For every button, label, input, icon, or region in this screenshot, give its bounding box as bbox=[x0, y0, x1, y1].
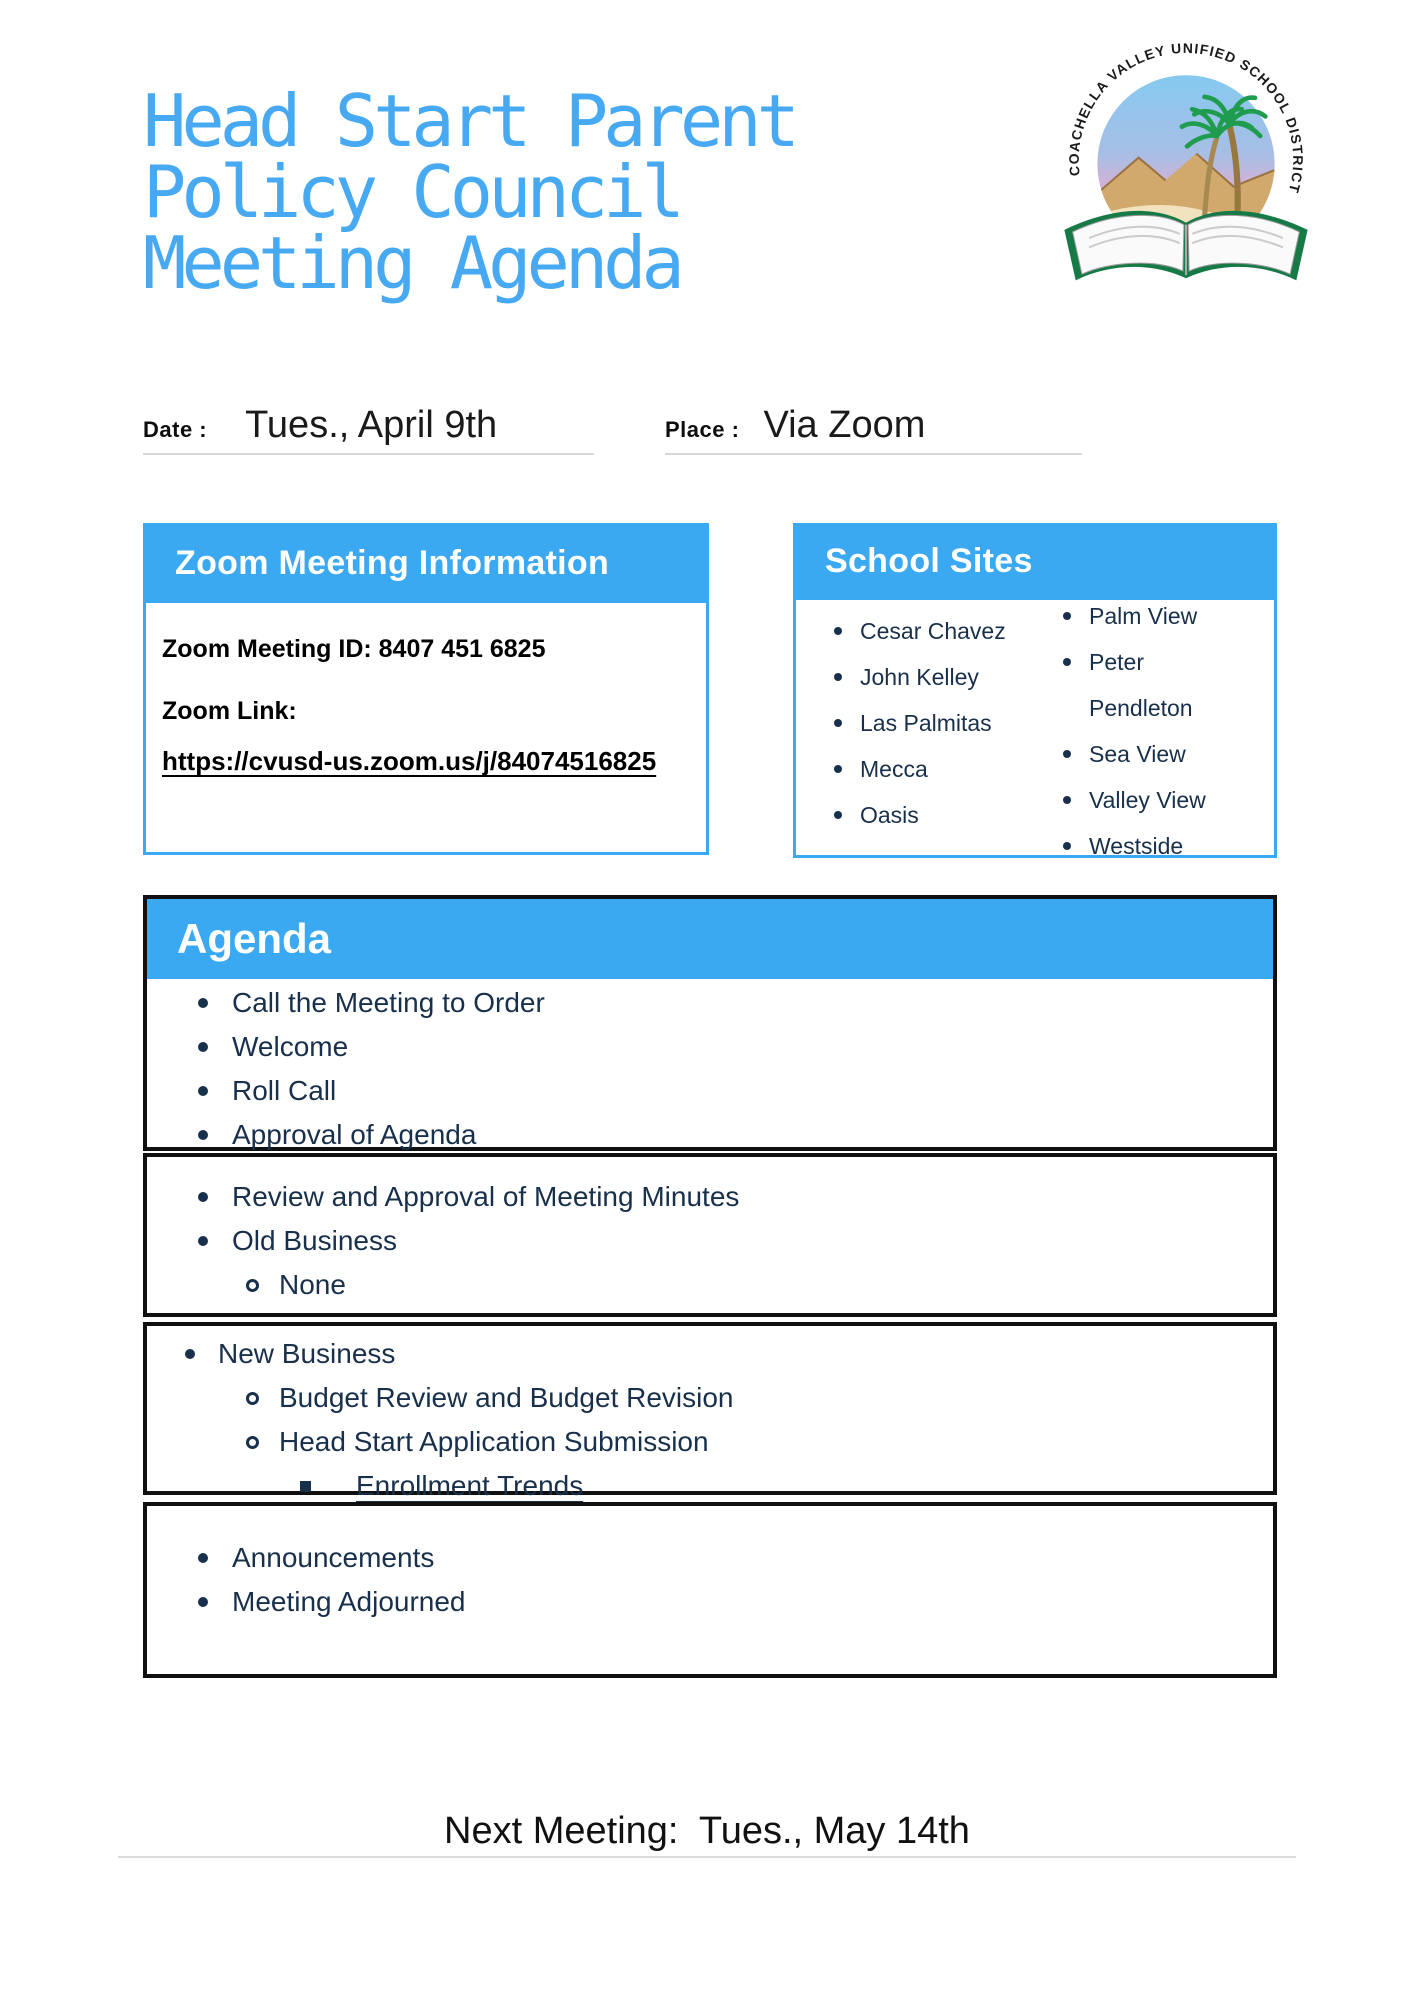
agenda-section-4 bbox=[143, 1502, 1277, 1678]
agenda-list-1 bbox=[147, 979, 1273, 1157]
zoom-link-url[interactable]: https://cvusd-us.zoom.us/j/84074516825 bbox=[162, 746, 657, 776]
list-item: John Kelley bbox=[834, 654, 1044, 700]
list-item: Cesar Chavez bbox=[834, 608, 1044, 654]
list-item: Approval of Agenda bbox=[147, 1113, 1273, 1157]
list-item: Mecca bbox=[834, 746, 1044, 792]
meta-row bbox=[0, 404, 1414, 464]
zoom-meeting-info-header: Zoom Meeting Information bbox=[143, 523, 709, 603]
list-item: Enrollment Trends bbox=[147, 1464, 1273, 1508]
list-item: Oasis bbox=[834, 792, 1044, 838]
zoom-meeting-info-box bbox=[143, 523, 709, 855]
agenda-list-4 bbox=[147, 1506, 1273, 1624]
list-item: Las Palmitas bbox=[834, 700, 1044, 746]
school-sites-header: School Sites bbox=[793, 523, 1277, 600]
agenda-section-2 bbox=[143, 1153, 1277, 1317]
list-item: Old Business bbox=[147, 1219, 1273, 1263]
list-item: Valley View bbox=[1063, 777, 1223, 823]
school-sites-column-2 bbox=[1063, 593, 1223, 869]
date-field bbox=[143, 404, 594, 455]
place-value: Via Zoom bbox=[763, 404, 926, 446]
zoom-meeting-id: Zoom Meeting ID: 8407 451 6825 bbox=[162, 635, 546, 663]
list-item: New Business bbox=[147, 1332, 1273, 1376]
list-item: Roll Call bbox=[147, 1069, 1273, 1113]
date-label: Date : bbox=[143, 417, 208, 442]
school-sites-box bbox=[793, 523, 1277, 858]
logo-arc-text: COACHELLA VALLEY UNIFIED SCHOOL DISTRICT bbox=[1065, 40, 1307, 196]
page-title-line-3: Meeting Agenda bbox=[143, 221, 680, 305]
page-title-line-1: Head Start Parent bbox=[143, 79, 795, 163]
list-item: Review and Approval of Meeting Minutes bbox=[147, 1175, 1273, 1219]
list-item: Peter Pendleton bbox=[1063, 639, 1223, 731]
place-field bbox=[665, 404, 1082, 455]
list-item: Head Start Application Submission bbox=[147, 1420, 1273, 1464]
agenda-list-3 bbox=[147, 1326, 1273, 1508]
list-item: Meeting Adjourned bbox=[147, 1580, 1273, 1624]
district-logo bbox=[1052, 40, 1320, 298]
list-item: Sea View bbox=[1063, 731, 1223, 777]
school-sites-column-1 bbox=[834, 608, 1044, 838]
agenda-header: Agenda bbox=[147, 899, 1273, 979]
date-value: Tues., April 9th bbox=[245, 404, 498, 446]
list-item: Welcome bbox=[147, 1025, 1273, 1069]
list-item: Palm View bbox=[1063, 593, 1223, 639]
page-title bbox=[143, 79, 795, 305]
zoom-link-label: Zoom Link: bbox=[162, 697, 297, 725]
place-label: Place : bbox=[665, 417, 740, 442]
zoom-meeting-info-body bbox=[143, 603, 709, 855]
list-item: Call the Meeting to Order bbox=[147, 981, 1273, 1025]
agenda-section-3 bbox=[143, 1322, 1277, 1501]
next-meeting-text: Next Meeting: Tues., May 14th bbox=[444, 1810, 970, 1852]
school-sites-body bbox=[793, 600, 1277, 858]
list-item: Announcements bbox=[147, 1536, 1273, 1580]
agenda-list-2 bbox=[147, 1157, 1273, 1307]
agenda-section-1 bbox=[143, 895, 1277, 1151]
list-item: Budget Review and Budget Revision bbox=[147, 1376, 1273, 1420]
footer-divider bbox=[118, 1856, 1296, 1858]
list-item: None bbox=[147, 1263, 1273, 1307]
page-title-line-2: Policy Council bbox=[143, 150, 680, 234]
list-item: Westside bbox=[1063, 823, 1223, 869]
